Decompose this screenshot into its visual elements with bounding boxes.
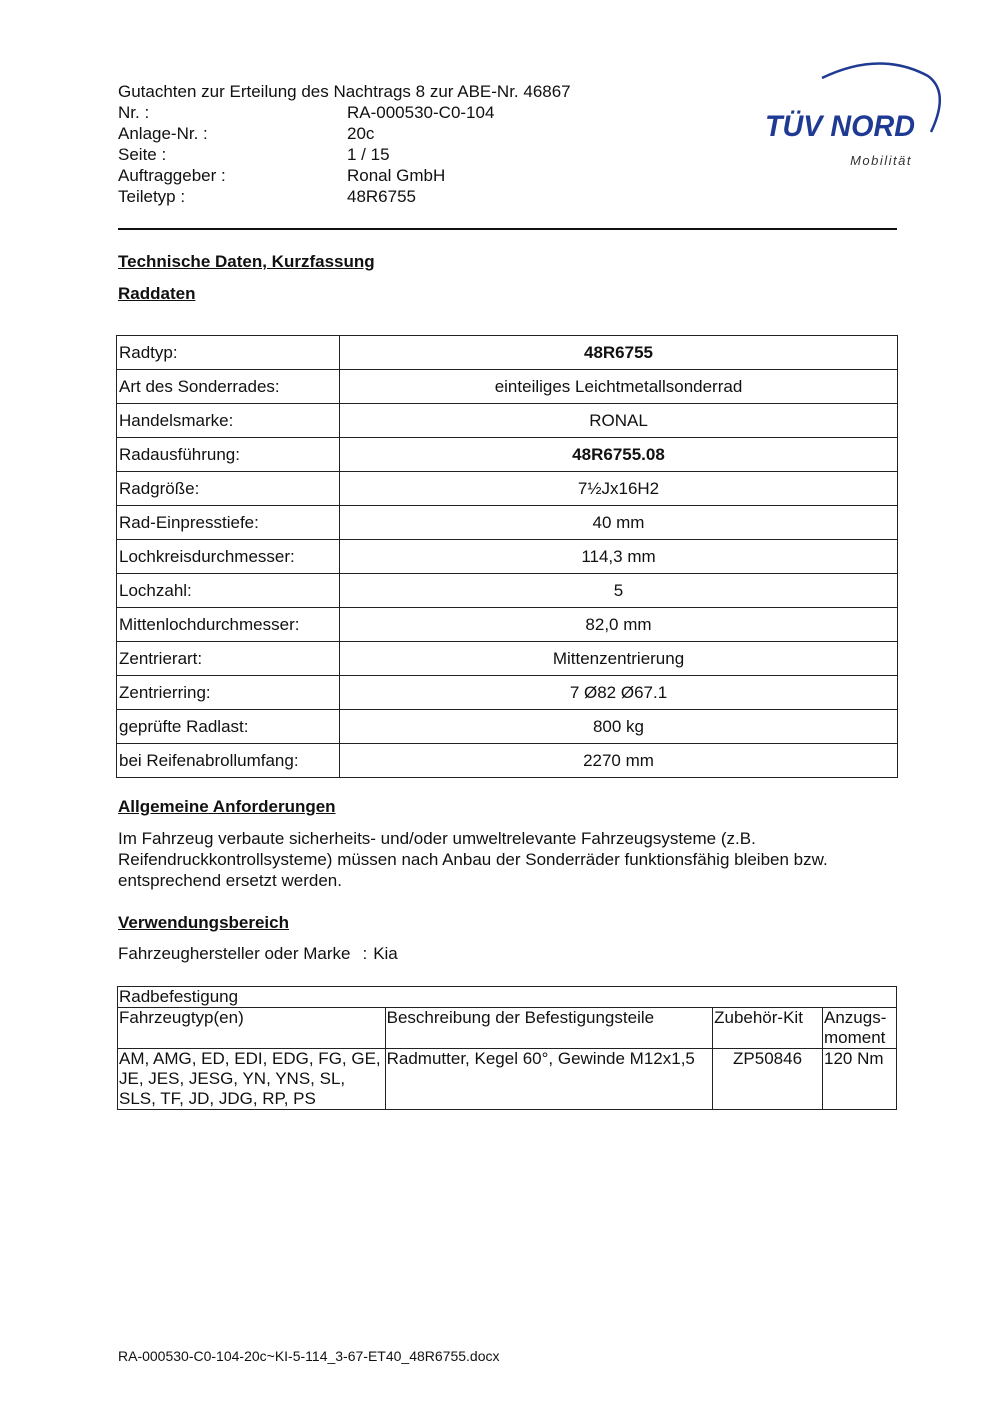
technical-data-heading: Technische Daten, Kurzfassung	[118, 252, 375, 271]
wheel-data-row	[117, 540, 898, 574]
wheel-data-value: RONAL	[340, 404, 898, 438]
wheel-data-value: 114,3 mm	[340, 540, 898, 574]
usage-heading: Verwendungsbereich	[118, 913, 289, 932]
document-header	[118, 81, 678, 207]
wheel-data-value: 5	[340, 574, 898, 608]
wheel-data-key: Zentrierring:	[117, 676, 340, 710]
maker-value: Kia	[373, 944, 398, 963]
header-label: Seite :	[118, 145, 167, 164]
wheel-data-key: Lochzahl:	[117, 574, 340, 608]
wheel-fixing-table	[117, 986, 897, 1110]
wheel-data-row	[117, 574, 898, 608]
maker-label: Fahrzeughersteller oder Marke	[118, 944, 351, 963]
header-row-number	[118, 102, 678, 123]
wheel-data-row	[117, 370, 898, 404]
wheel-data-key: geprüfte Radlast:	[117, 710, 340, 744]
report-title: Gutachten zur Erteilung des Nachtrags 8 zur ABE-Nr. 46867	[118, 82, 571, 101]
fixing-header-cell: Beschreibung der Befestigungsteile	[385, 1008, 712, 1049]
wheel-data-key: Lochkreisdurchmesser:	[117, 540, 340, 574]
logo-wordmark: TÜV NORD	[765, 110, 915, 143]
header-value: RA-000530-C0-104	[347, 103, 495, 122]
header-value: 20c	[347, 124, 375, 143]
requirements-heading: Allgemeine Anforderungen	[118, 797, 336, 816]
wheel-data-key: Zentrierart:	[117, 642, 340, 676]
header-row-part-type	[118, 186, 678, 207]
header-label: Nr. :	[118, 103, 150, 122]
fixing-caption-row	[118, 987, 897, 1008]
wheel-data-body	[117, 336, 898, 778]
tuv-nord-logo	[760, 58, 945, 178]
wheel-data-value: 48R6755.08	[340, 438, 898, 472]
wheel-data-key: Handelsmarke:	[117, 404, 340, 438]
header-value: Ronal GmbH	[347, 166, 446, 185]
wheel-data-value: Mittenzentrierung	[340, 642, 898, 676]
footer-filename: RA-000530-C0-104-20c~KI-5-114_3-67-ET40_48R6755.docx	[118, 1348, 500, 1364]
wheel-data-heading: Raddaten	[118, 284, 196, 303]
wheel-data-row	[117, 676, 898, 710]
fixing-vehicle-types: AM, AMG, ED, EDI, EDG, FG, GE, JE, JES, JESG, YN, YNS, SL, SLS, TF, JD, JDG, RP, PS	[118, 1049, 386, 1110]
header-value: 48R6755	[347, 187, 417, 206]
fixing-header-cell: Anzugs-moment	[823, 1008, 897, 1049]
header-row-annex	[118, 123, 678, 144]
header-divider	[118, 228, 897, 230]
fixing-kit: ZP50846	[713, 1049, 823, 1110]
wheel-data-row	[117, 744, 898, 778]
fixing-header-row	[118, 1008, 897, 1049]
wheel-data-table	[116, 335, 898, 778]
fixing-torque: 120 Nm	[823, 1049, 897, 1110]
fixing-data-row	[118, 1049, 897, 1110]
wheel-data-value: 48R6755	[340, 336, 898, 370]
wheel-data-key: bei Reifenabrollumfang:	[117, 744, 340, 778]
wheel-data-row	[117, 710, 898, 744]
wheel-data-value: 7 Ø82 Ø67.1	[340, 676, 898, 710]
wheel-data-row	[117, 336, 898, 370]
wheel-data-key: Radtyp:	[117, 336, 340, 370]
wheel-data-row	[117, 608, 898, 642]
wheel-data-row	[117, 472, 898, 506]
wheel-data-key: Art des Sonderrades:	[117, 370, 340, 404]
fixing-header-cell: Zubehör-Kit	[713, 1008, 823, 1049]
wheel-data-value: 7½Jx16H2	[340, 472, 898, 506]
fixing-description: Radmutter, Kegel 60°, Gewinde M12x1,5	[385, 1049, 712, 1110]
wheel-data-key: Radausführung:	[117, 438, 340, 472]
logo-subtitle: Mobilität	[850, 153, 912, 168]
maker-separator: :	[362, 944, 368, 963]
vehicle-maker-line	[118, 944, 398, 964]
header-value: 1 / 15	[347, 145, 390, 164]
wheel-data-value: einteiliges Leichtmetallsonderrad	[340, 370, 898, 404]
fixing-caption: Radbefestigung	[118, 987, 897, 1008]
wheel-data-row	[117, 642, 898, 676]
wheel-data-row	[117, 404, 898, 438]
header-label: Auftraggeber :	[118, 166, 226, 185]
wheel-data-row	[117, 506, 898, 540]
wheel-data-key: Mittenlochdurchmesser:	[117, 608, 340, 642]
wheel-data-value: 82,0 mm	[340, 608, 898, 642]
header-row-page	[118, 144, 678, 165]
wheel-data-value: 2270 mm	[340, 744, 898, 778]
wheel-data-key: Rad-Einpresstiefe:	[117, 506, 340, 540]
wheel-data-value: 800 kg	[340, 710, 898, 744]
requirements-paragraph: Im Fahrzeug verbaute sicherheits- und/oder umweltrelevante Fahrzeugsysteme (z.B. Reifendruckkontrollsysteme) müssen nach Anbau der Sonderräder funktionsfähig bleiben bzw. entsprechend ersetzt werden.	[118, 829, 828, 890]
wheel-data-value: 40 mm	[340, 506, 898, 540]
header-label: Teiletyp :	[118, 187, 186, 206]
header-row-client	[118, 165, 678, 186]
wheel-data-row	[117, 438, 898, 472]
fixing-header-cell: Fahrzeugtyp(en)	[118, 1008, 386, 1049]
header-label: Anlage-Nr. :	[118, 124, 208, 143]
wheel-data-key: Radgröße:	[117, 472, 340, 506]
